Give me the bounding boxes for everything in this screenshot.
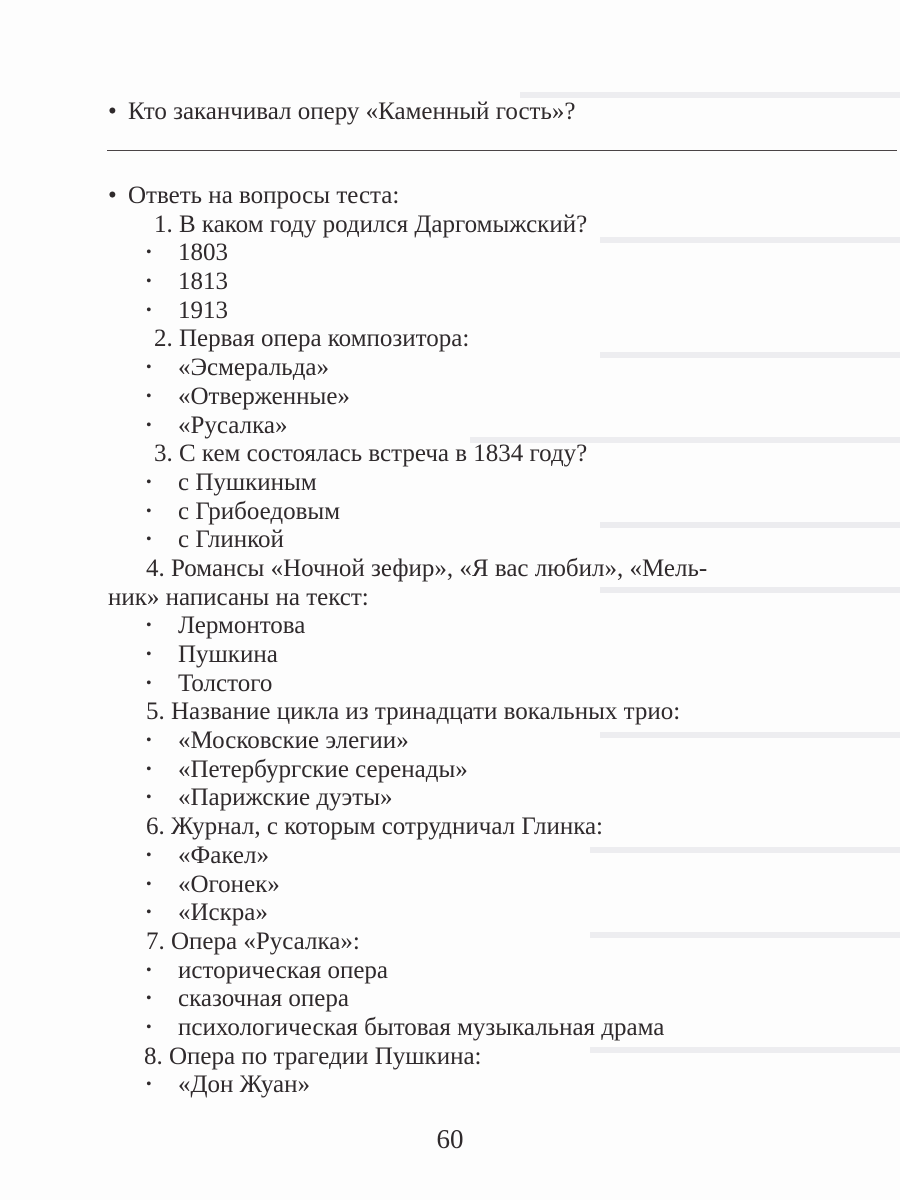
bullet-icon: • xyxy=(146,875,152,893)
bullet-icon: • xyxy=(146,961,152,979)
option[interactable]: • 1803 xyxy=(146,239,228,267)
bullet-icon: • xyxy=(146,531,152,549)
bullet-icon: • xyxy=(146,789,152,807)
question-6: 6. Журнал, с которым сотрудничал Глинка: xyxy=(146,813,604,841)
question-8: 8. Опера по трагедии Пушкина: xyxy=(144,1042,482,1070)
option[interactable]: • «Факел» xyxy=(146,841,269,869)
answer-line[interactable] xyxy=(107,150,897,151)
option[interactable]: • «Петербургские серенады» xyxy=(146,755,468,783)
option[interactable]: • «Огонек» xyxy=(146,870,280,898)
question-1: 1. В каком году родился Даргомыжский? xyxy=(154,210,588,238)
bullet-icon: • xyxy=(146,990,152,1008)
bullet-icon: • xyxy=(146,502,152,520)
test-section xyxy=(108,182,707,1100)
question-3: 3. С кем состоялась встреча в 1834 году? xyxy=(154,440,588,468)
bullet-icon: • xyxy=(146,674,152,692)
option[interactable]: • «Дон Жуан» xyxy=(146,1071,311,1099)
test-intro-text: Ответь на вопросы теста: xyxy=(128,182,400,209)
option[interactable]: • Пушкина xyxy=(146,641,278,668)
bullet-icon: • xyxy=(146,473,152,491)
option[interactable]: • Лермонтова xyxy=(146,612,306,640)
option[interactable]: • 1813 xyxy=(146,268,228,296)
bullet-icon: • xyxy=(146,1076,152,1094)
bullet-icon: • xyxy=(146,301,152,319)
open-question xyxy=(108,97,575,126)
bullet-icon: • xyxy=(146,846,152,864)
bullet-icon: • xyxy=(146,904,152,922)
option[interactable]: • с Грибоедовым xyxy=(146,497,341,525)
option[interactable]: • «Московские элегии» xyxy=(146,727,409,755)
question-text: Кто заканчивал оперу «Каменный гость»? xyxy=(128,98,576,125)
option[interactable]: • с Глинкой xyxy=(146,526,284,554)
option[interactable]: • с Пушкиным xyxy=(146,468,317,496)
question-4: 4. Романсы «Ночной зефир», «Я вас любил», «Мель- xyxy=(146,554,708,582)
bullet-icon: • xyxy=(146,732,152,750)
option[interactable]: • сказочная опера xyxy=(146,985,349,1013)
bullet-icon: • xyxy=(108,182,117,209)
page-number: 60 xyxy=(436,1124,464,1154)
question-5: 5. Название цикла из тринадцати вокальных трио: xyxy=(146,698,681,726)
bullet-icon: • xyxy=(146,244,152,262)
option[interactable]: • «Русалка» xyxy=(146,411,288,439)
option[interactable]: • Толстого xyxy=(146,669,273,697)
bullet-icon: • xyxy=(146,273,152,291)
option[interactable]: • «Искра» xyxy=(146,899,268,927)
bullet-icon: • xyxy=(108,98,117,125)
option[interactable]: • историческая опера xyxy=(146,956,389,984)
option[interactable]: • «Отверженные» xyxy=(146,382,350,410)
question-7: 7. Опера «Русалка»: xyxy=(146,927,360,955)
option[interactable]: • «Парижские дуэты» xyxy=(146,784,393,812)
option[interactable]: • 1913 xyxy=(146,296,228,324)
bullet-icon: • xyxy=(146,617,152,635)
bullet-icon: • xyxy=(146,646,152,663)
bullet-icon: • xyxy=(146,359,152,377)
question-2: 2. Первая опера композитора: xyxy=(154,325,470,353)
option[interactable]: • психологическая бытовая музыкальная драма xyxy=(146,1013,665,1041)
bullet-icon: • xyxy=(146,387,152,405)
bullet-icon: • xyxy=(146,760,152,778)
question-4-continued: ник» написаны на текст: xyxy=(108,583,369,611)
test-intro xyxy=(108,182,707,211)
option[interactable]: • «Эсмеральда» xyxy=(146,354,330,382)
bullet-icon: • xyxy=(146,416,152,434)
bullet-icon: • xyxy=(146,1018,152,1036)
